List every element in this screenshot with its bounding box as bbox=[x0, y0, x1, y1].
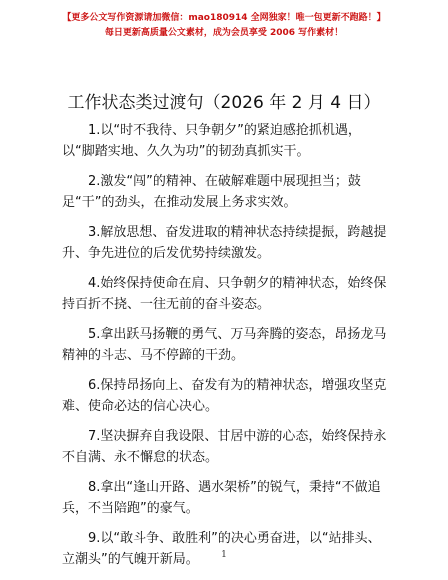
list-item: 8.拿出“逢山开路、遇水架桥”的锐气，秉持“不做追兵，不当陪跑”的豪气。 bbox=[62, 480, 381, 516]
list-item: 2.激发“闯”的精神、在破解难题中展现担当；鼓足“干”的劲头，在推动发展上务求实效。 bbox=[62, 174, 361, 210]
list-item: 5.拿出跃马扬鞭的勇气、万马奔腾的姿态，昂扬龙马精神的斗志、马不停蹄的干劲。 bbox=[62, 327, 387, 363]
promo-banner-line-2: 每日更新高质量公文素材，成为会员享受 2006 写作素材！ bbox=[104, 28, 344, 38]
list-item: 7.坚决摒弃自我设限、甘居中游的心态，始终保持永不自满、永不懈怠的状态。 bbox=[62, 429, 387, 465]
list-item: 6.保持昂扬向上、奋发有为的精神状态，增强攻坚克难、使命必达的信心决心。 bbox=[62, 378, 387, 414]
promo-banner-line-1: 【更多公文写作资源请加微信：mao180914 全网独家！唯一包更新不跑路！】 bbox=[62, 13, 386, 23]
list-item: 3.解放思想、奋发进取的精神状态持续提振，跨越提升、争先进位的后发优势持续激发。 bbox=[62, 225, 387, 261]
list-item: 4.始终保持使命在肩、只争朝夕的精神状态，始终保持百折不挠、一往无前的奋斗姿态。 bbox=[62, 276, 387, 312]
list-item: 1.以“时不我待、只争朝夕”的紧迫感抢抓机遇，以“脚踏实地、久久为功”的韧劲真抓实干。 bbox=[62, 123, 361, 159]
list-item: 9.以“敢斗争、敢胜利”的决心勇奋进，以“站排头、立潮头”的气魄开新局。 bbox=[62, 531, 381, 567]
page-number: 1 bbox=[221, 550, 227, 560]
document-title: 工作状态类过渡句（2026 年 2 月 4 日） bbox=[67, 93, 381, 113]
transition-sentence-list bbox=[62, 120, 392, 579]
